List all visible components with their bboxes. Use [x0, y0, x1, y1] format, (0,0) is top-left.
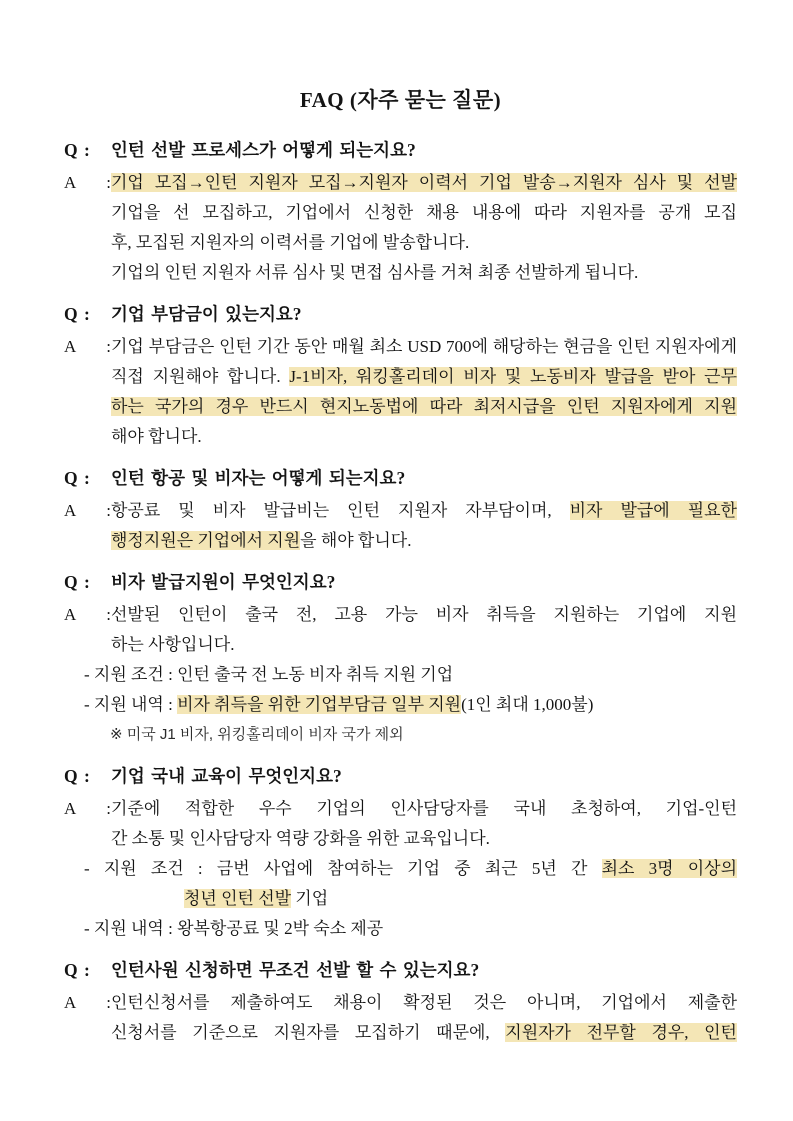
question-prefix: Q :: [64, 140, 90, 160]
faq-section: [64, 466, 737, 556]
line-content: [111, 263, 638, 282]
faq-section: [64, 302, 737, 452]
answer-line: [64, 720, 737, 750]
text-segment: 기준에 적합한 우수 기업의 인사담당자를 국내 초청하여, 기업-인턴: [111, 799, 737, 818]
text-segment: 직접 지원해야 합니다.: [111, 367, 290, 386]
highlighted-text: J-1비자, 워킹홀리데이 비자 및 노동비자 발급을 받아 근무: [289, 367, 737, 386]
question-prefix: Q :: [64, 572, 90, 592]
question-text: 기업 부담금이 있는지요?: [111, 304, 302, 324]
question-line: [64, 302, 737, 326]
text-segment: ※ 미국 J1 비자, 위킹홀리데이 비자 국가 제외: [110, 726, 404, 743]
line-content: [84, 919, 383, 938]
highlighted-text: 기업 모집→인턴 지원자 모집→지원자 이력서 기업 발송→지원자 심사 및 선발: [111, 173, 737, 192]
highlighted-text: 하는 국가의 경우 반드시 현지노동법에 따라 최저시급을 인턴 지원자에게 지원: [111, 397, 737, 416]
question-text: 비자 발급지원이 무엇인지요?: [111, 572, 336, 592]
line-content: [111, 635, 234, 654]
question-line: [64, 570, 737, 594]
answer-prefix: A :: [64, 993, 111, 1012]
question-prefix: Q :: [64, 468, 90, 488]
text-segment: 해야 합니다.: [111, 427, 202, 446]
line-content: [184, 889, 328, 908]
line-content: [111, 829, 490, 848]
text-segment: - 지원 내역 :: [84, 695, 178, 714]
line-content: [111, 203, 737, 222]
answer-line: [64, 422, 737, 452]
answer-line: [64, 228, 737, 258]
question-line: [64, 466, 737, 490]
answer-line: [64, 794, 737, 824]
line-content: [111, 173, 737, 192]
line-content: [111, 1023, 737, 1042]
question-prefix: Q :: [64, 960, 90, 980]
text-segment: (1인 최대 1,000불): [461, 695, 594, 714]
answer-prefix: A :: [64, 173, 111, 192]
highlighted-text: 청년 인턴 선발: [184, 889, 292, 908]
answer-line: [64, 690, 737, 720]
answer-line: [64, 988, 737, 1018]
question-prefix: Q :: [64, 766, 90, 786]
text-segment: 간 소통 및 인사담당자 역량 강화을 위한 교육입니다.: [111, 829, 490, 848]
answer-line: [64, 332, 737, 362]
line-content: [111, 501, 737, 520]
answer-line: [64, 392, 737, 422]
answer-line: [64, 660, 737, 690]
line-content: [111, 337, 737, 356]
line-content: [111, 233, 469, 252]
line-content: [110, 726, 404, 743]
faq-section: [64, 958, 737, 1048]
line-content: [111, 367, 737, 386]
text-segment: 기업: [291, 889, 329, 908]
text-segment: 을 해야 합니다.: [300, 531, 412, 550]
answer-prefix: A :: [64, 501, 111, 520]
line-content: [111, 799, 737, 818]
highlighted-text: 최소 3명 이상의: [601, 859, 737, 878]
text-segment: 후, 모집된 지원자의 이력서를 기업에 발송합니다.: [111, 233, 470, 252]
question-text: 인턴 선발 프로세스가 어떻게 되는지요?: [111, 140, 416, 160]
answer-line: [64, 854, 737, 884]
line-content: [111, 605, 737, 624]
line-content: [84, 859, 737, 878]
question-text: 기업 국내 교육이 무엇인지요?: [111, 766, 342, 786]
line-content: [111, 993, 737, 1012]
text-segment: - 지원 조건 : 금번 사업에 참여하는 기업 중 최근 5년 간: [84, 859, 602, 878]
faq-section: [64, 138, 737, 288]
text-segment: 기업 부담금은 인턴 기간 동안 매월 최소 USD 700에 해당하는 현금을 인턴 지원자에게: [111, 337, 737, 356]
highlighted-text: 비자 발급에 필요한: [569, 501, 737, 520]
answer-line: [64, 198, 737, 228]
line-content: [84, 665, 453, 684]
document-title: FAQ (자주 묻는 질문): [299, 88, 502, 112]
text-segment: 기업의 인턴 지원자 서류 심사 및 면접 심사를 거쳐 최종 선발하게 됩니다.: [111, 263, 639, 282]
line-content: [111, 531, 411, 550]
text-segment: 하는 사항입니다.: [111, 635, 235, 654]
line-content: [84, 695, 593, 714]
answer-line: [64, 496, 737, 526]
highlighted-text: 비자 취득을 위한 기업부담금 일부 지원: [177, 695, 462, 714]
answer-line: [64, 824, 737, 854]
answer-line: [64, 526, 737, 556]
text-segment: 선발된 인턴이 출국 전, 고용 가능 비자 취득을 지원하는 기업에 지원: [111, 605, 737, 624]
text-segment: 항공료 및 비자 발급비는 인턴 지원자 자부담이며,: [111, 501, 570, 520]
answer-prefix: A :: [64, 605, 111, 624]
answer-prefix: A :: [64, 799, 111, 818]
question-text: 인턴 항공 및 비자는 어떻게 되는지요?: [111, 468, 406, 488]
answer-line: [64, 1018, 737, 1048]
highlighted-text: 지원자가 전무할 경우, 인턴: [505, 1023, 737, 1042]
highlighted-text: 행정지원은 기업에서 지원: [111, 531, 301, 550]
answer-line: [64, 600, 737, 630]
text-segment: 인턴신청서를 제출하여도 채용이 확정된 것은 아니며, 기업에서 제출한: [111, 993, 737, 1012]
question-line: [64, 958, 737, 982]
question-line: [64, 138, 737, 162]
line-content: [111, 397, 737, 416]
answer-line: [64, 258, 737, 288]
question-line: [64, 764, 737, 788]
text-segment: 신청서를 기준으로 지원자를 모집하기 때문에,: [111, 1023, 506, 1042]
question-text: 인턴사원 신청하면 무조건 선발 할 수 있는지요?: [111, 960, 480, 980]
question-prefix: Q :: [64, 304, 90, 324]
line-content: [111, 427, 202, 446]
answer-line: [64, 168, 737, 198]
faq-section: [64, 570, 737, 750]
faq-sections-container: [64, 138, 737, 1048]
answer-line: [64, 362, 737, 392]
answer-line: [64, 884, 737, 914]
faq-section: [64, 764, 737, 944]
text-segment: - 지원 조건 : 인턴 출국 전 노동 비자 취득 지원 기업: [84, 665, 454, 684]
answer-prefix: A :: [64, 337, 111, 356]
text-segment: 기업을 선 모집하고, 기업에서 신청한 채용 내용에 따라 지원자를 공개 모집: [111, 203, 737, 222]
answer-line: [64, 914, 737, 944]
answer-line: [64, 630, 737, 660]
text-segment: - 지원 내역 : 왕복항공료 및 2박 숙소 제공: [84, 919, 384, 938]
